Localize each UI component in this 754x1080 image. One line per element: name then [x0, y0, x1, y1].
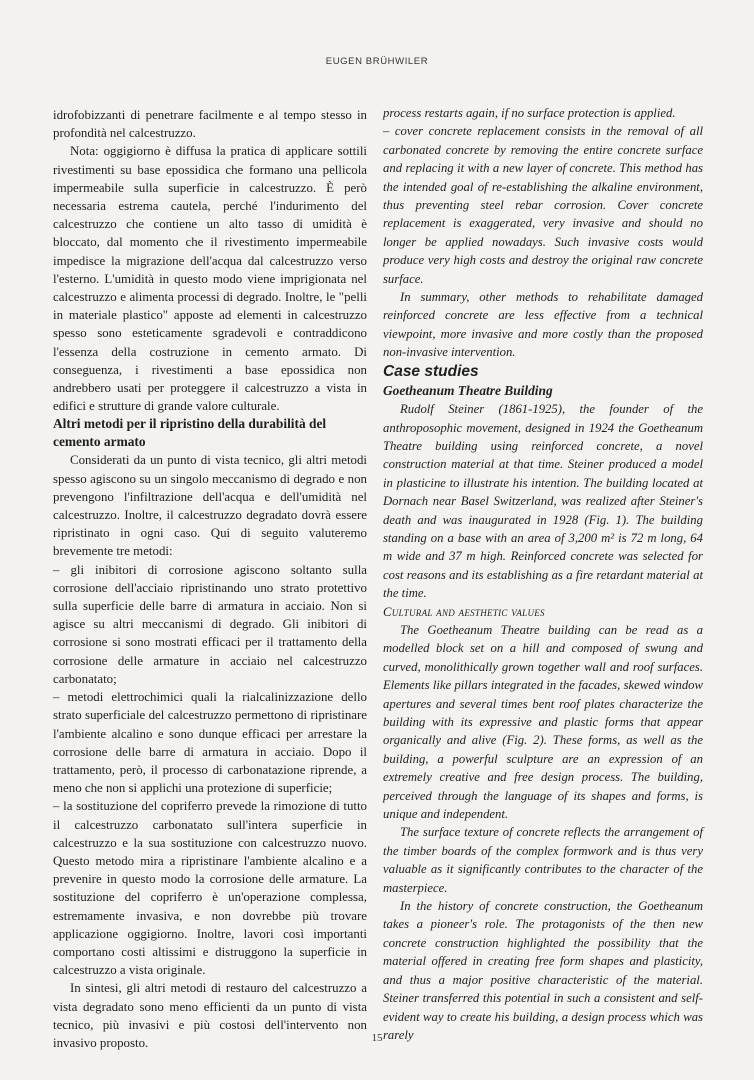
paragraph: process restarts again, if no surface protection is applied.: [383, 106, 676, 120]
section-title: Case studies: [383, 362, 479, 380]
paragraph: The Goetheanum Theatre building can be read as a modelled block set on a hill and composed of swung and curved, monolithically grown together wall and roof surfaces. Elements like pillars integrated in the facades, skewed window apertures and several times bent roof plates characterize the building with its expressive and plastic forms that appear organically and alive (Fig. 2). These forms, as well as the building, a powerful sculpture are an expression of an extremely creative and free design process. The building, perceived through the language of its shapes and forms, is unique and independent.: [383, 622, 703, 822]
page-number: 15: [371, 1032, 383, 1044]
right-column: [383, 104, 703, 1044]
left-column: [53, 106, 367, 1052]
paragraph: In the history of concrete construction, the Goetheanum takes a pioneer's role. The protagonists of the then new concrete construction highlighted the possibility that the material offered in creating free form shapes and plasticity, and thus a major positive characteristic of the material. Steiner transferred this potential in such a consistent and self-evident way to create his building, a design process which was rarely: [383, 899, 703, 1042]
paragraph: In sintesi, gli altri metodi di restauro del calcestruzzo a vista degradato sono meno efficienti da un punto di vista tecnico, più invasivi e più costosi dell'intervento non invasivo proposto.: [53, 981, 367, 1050]
running-head: EUGEN BRÜHWILER: [325, 56, 429, 67]
paragraph: Rudolf Steiner (1861-1925), the founder of the anthroposophic movement, designed in 1924 the Goetheanum Theatre building using reinforced concrete, a novel construction material at that time. Steiner produced a model in plasticine to illustrate his intention. The building located at Dornach near Basel Switzerland, was realized after Steiner's death and was inaugurated in 1928 (Fig. 1). The building standing on a base with an area of 3,200 m² is 72 m long, 64 m wide and 37 m high. Reinforced concrete was selected for cost reasons and its establishing as a fire retardant material at the time.: [383, 402, 703, 601]
case-study-title: Goetheanum Theatre Building: [383, 382, 553, 398]
list-item: – metodi elettrochimici quali la rialcalinizzazione dello strato superficiale del calcestruzzo permettono di ripristinare l'ambiente alcalino e sono dunque efficaci per arrestare la corrosione delle barre di armatura in acciaio. Dopo il trattamento, però, il processo di carbonatazione riprende, a meno che non si applichi una protezione di superficie;: [53, 690, 367, 796]
paragraph: Nota: oggigiorno è diffusa la pratica di applicare sottili rivestimenti su base epossidica che formano una pellicola impermeabile sulla superficie in calcestruzzo. È però necessaria estrema cautela, perché l'indurimento del calcestruzzo che contiene un alto tasso di umidità è bloccato, dal momento che il rivestimento impermeabile impedisce la migrazione dell'acqua dal calcestruzzo verso l'esterno. L'umidità in questo modo viene imprigionata nel calcestruzzo e alimenta processi di degrado. Inoltre, le "pelli in materiale plastico" apposte ad elementi in calcestruzzo spesso sono esteticamente sgradevoli e contraddicono l'essenza della costruzione in cemento armato. Di conseguenza, i rivestimenti a base epossidica non andrebbero usati per proteggere il calcestruzzo a vista in edifici e strutture di grande valore culturale.: [53, 144, 367, 414]
paragraph: idrofobizzanti di penetrare facilmente e al tempo stesso in profondità nel calcestruzzo.: [53, 108, 367, 141]
section-heading: Altri metodi per il ripristino della durabilità del cemento armato: [53, 416, 327, 450]
paragraph: Considerati da un punto di vista tecnico, gli altri metodi spesso agiscono su un singolo meccanismo di degrado e non prevengono l'infiltrazione dell'acqua e dell'umidità nel calcestruzzo. Inoltre, il calcestruzzo degradato dovrà essere ripristinato in ogni caso. Qui di seguito valuteremo brevemente tre metodi:: [53, 453, 367, 559]
paragraph: The surface texture of concrete reflects the arrangement of the timber boards of the complex formwork and is thus very valuable as it significantly contributes to the character of the masterpiece.: [383, 825, 703, 895]
subsection-heading: Cultural and aesthetic values: [383, 604, 545, 619]
list-item: – cover concrete replacement consists in the removal of all carbonated concrete by removing the entire concrete surface and replacing it with a new layer of concrete. This method has the intended goal of re-establishing the alkaline environment, thus preventing steel rebar corrosion. Cover concrete replacement is exaggerated, very invasive and should no longer be applied nowadays. Such invasive costs would produce very high costs and destroy the original raw concrete surface.: [383, 124, 703, 286]
list-item: – la sostituzione del copriferro prevede la rimozione di tutto il calcestruzzo carbonatato sull'intera superficie in calcestruzzo e la sua sostituzione con calcestruzzo nuovo. Questo metodo mira a ripristinare l'ambiente alcalino e a prevenire in questo modo la corrosione delle armature. La sostituzione del copriferro è un'operazione complessa, estremamente invasiva, e non dovrebbe più trovare applicazione oggigiorno. Inoltre, lavori così importanti comportano costi altissimi e distruggono la superficie in calcestruzzo a vista originale.: [53, 799, 367, 978]
paragraph: In summary, other methods to rehabilitate damaged reinforced concrete are less effective from a technical viewpoint, more invasive and more costly than the proposed non-invasive intervention.: [383, 290, 703, 360]
list-item: – gli inibitori di corrosione agiscono soltanto sulla corrosione dell'acciaio ripristinando uno strato protettivo sulla superficie delle barre di armatura in acciaio. Non si agisce su altri meccanismi di degrado. Gli inibitori di corrosione si sono mostrati efficaci per il trattamento della corrosione delle armature in acciaio nel calcestruzzo carbonatato;: [53, 562, 367, 686]
